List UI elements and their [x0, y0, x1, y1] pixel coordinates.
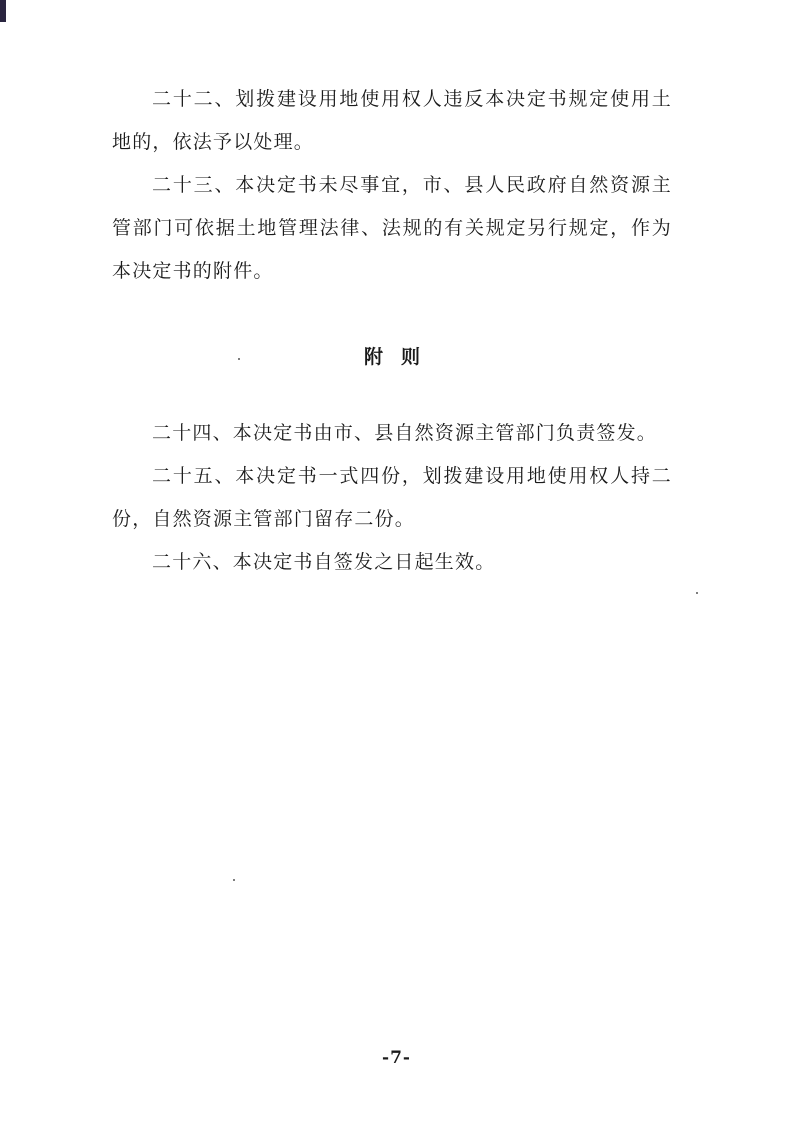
scan-speck [696, 592, 698, 594]
clause-23: 二十三、本决定书未尽事宜，市、县人民政府自然资源主管部门可依据土地管理法律、法规的有关规定另行规定，作为本决定书的附件。 [112, 174, 672, 282]
clause-24: 二十四、本决定书由市、县自然资源主管部门负责签发。 [152, 422, 658, 444]
section-heading-supplementary: 附则 [363, 346, 438, 368]
page-number: -7- [382, 1048, 411, 1068]
clause-26: 二十六、本决定书自签发之日起生效。 [152, 551, 496, 573]
scan-corner-mark [0, 0, 6, 22]
clause-25: 二十五、本决定书一式四份，划拨建设用地使用权人持二份，自然资源主管部门留存二份。 [112, 465, 672, 530]
scan-speck [233, 879, 235, 881]
document-body [112, 78, 672, 584]
clause-22: 二十二、划拨建设用地使用权人违反本决定书规定使用土地的，依法予以处理。 [112, 88, 672, 153]
